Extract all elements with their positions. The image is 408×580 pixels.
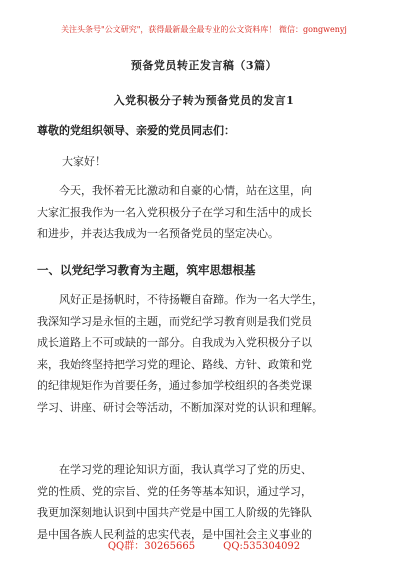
paragraph-line: 风好正是扬帆时，不待扬鞭自奋蹄。作为一名大学生， xyxy=(59,293,323,306)
footer-contact xyxy=(0,537,408,552)
paragraph-theory xyxy=(37,459,373,545)
paragraph-intro xyxy=(37,180,373,245)
paragraph-line: 我深知学习是永恒的主题，而党纪学习教育则是我们党员 xyxy=(37,314,312,328)
paragraph-line: 的纪律规矩作为首要任务，通过参加学校组织的各类党课 xyxy=(37,379,312,392)
speech-title: 入党积极分子转为预备党员的发言1 xyxy=(113,94,295,107)
paragraph-study xyxy=(37,289,373,418)
promo-banner: 关注头条号"公文研究"，获得最新最全最专业的公文资料库！ 微信：gongwenyj xyxy=(61,25,347,34)
qq-text: QQ:535304092 xyxy=(223,541,301,552)
paragraph-line: 党的性质、党的宗旨、党的任务等基本知识，通过学习， xyxy=(37,484,312,498)
paragraph-line: 学习、讲座、研讨会等活动，不断加深对党的认识和理解。 xyxy=(37,400,323,414)
paragraph-line: 我更加深刻地认识到中国共产党是中国工人阶级的先锋队 xyxy=(37,506,312,519)
paragraph-line: 和进步，并表达我成为一名预备党员的坚定决心。 xyxy=(37,227,279,240)
paragraph-line: 今天，我怀着无比激动和自豪的心情，站在这里，向 xyxy=(59,184,312,197)
greeting: 大家好！ xyxy=(62,155,106,168)
paragraph-line: 是中国各族人民利益的忠实代表，是中国社会主义事业的 xyxy=(37,527,312,541)
qq-group-text: QQ群：30265665 xyxy=(107,541,196,552)
document-title: 预备党员转正发言稿（3篇） xyxy=(130,59,278,72)
paragraph-line: 成长道路上不可或缺的一部分。自我成为入党积极分子以 xyxy=(37,336,312,349)
salutation: 尊敬的党组织领导、亲爱的党员同志们： xyxy=(37,124,235,137)
paragraph-line: 来，我始终坚持把学习党的理论、路线、方针、政策和党 xyxy=(37,357,312,371)
paragraph-line: 大家汇报我作为一名入党积极分子在学习和生活中的成长 xyxy=(37,205,312,219)
paragraph-line: 在学习党的理论知识方面，我认真学习了党的历史、 xyxy=(59,463,312,476)
section-heading: 一、以党纪学习教育为主题，筑牢思想根基 xyxy=(37,263,256,277)
